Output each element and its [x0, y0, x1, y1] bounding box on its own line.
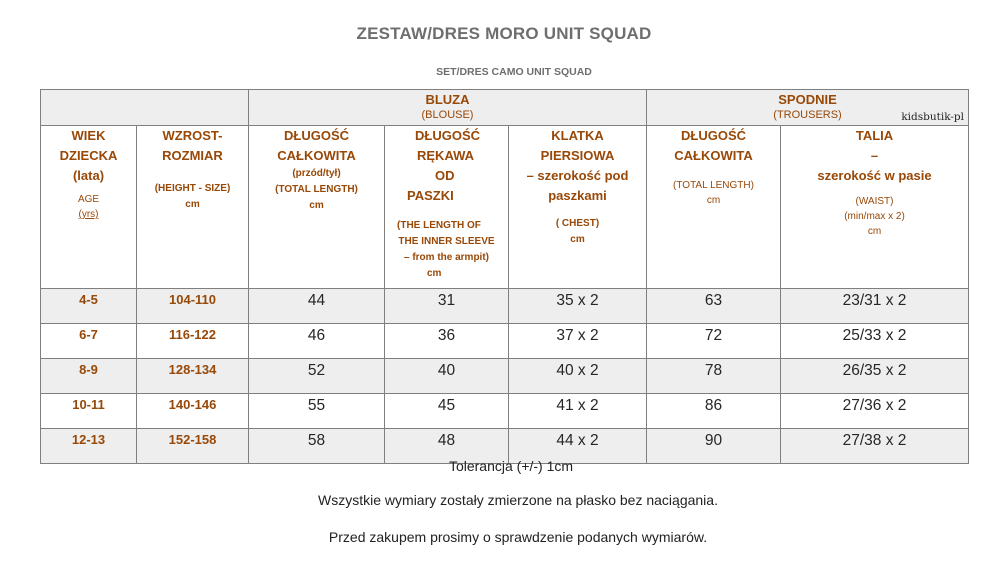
- header-blouse-length-en: (TOTAL LENGTH): [275, 184, 358, 195]
- header-age-l1: WIEK: [71, 128, 106, 143]
- cell-size: 104-110: [137, 289, 249, 324]
- cell-trousers-length: 63: [647, 289, 781, 324]
- table-row: [41, 289, 969, 324]
- cell-age: 10-11: [41, 394, 137, 429]
- header-chest-l4: paszkami: [548, 188, 607, 203]
- column-header-row: [41, 126, 969, 289]
- header-height-l1: WZROST-: [162, 128, 223, 143]
- header-chest-unit: cm: [570, 234, 585, 245]
- cell-chest: 40 x 2: [509, 359, 647, 394]
- group-blank-cell: [41, 90, 249, 126]
- header-sleeve-en3: – from the armpit): [403, 252, 489, 263]
- cell-age: 12-13: [41, 429, 137, 464]
- header-height-unit: cm: [185, 199, 200, 210]
- cell-trousers-length: 78: [647, 359, 781, 394]
- cell-sleeve: 31: [385, 289, 509, 324]
- header-height-en: (HEIGHT - SIZE): [154, 183, 231, 194]
- measurement-note: Wszystkie wymiary zostały zmierzone na płasko bez naciągania.: [318, 492, 718, 508]
- header-waist-unit: cm: [867, 226, 882, 237]
- header-chest-l2: PIERSIOWA: [540, 148, 615, 163]
- cell-sleeve: 36: [385, 324, 509, 359]
- header-trousers-length-l1: DŁUGOŚĆ: [681, 128, 746, 143]
- cell-waist: 27/38 x 2: [781, 429, 969, 464]
- header-blouse-length-note: (przód/tył): [292, 168, 341, 179]
- cell-chest: 37 x 2: [509, 324, 647, 359]
- header-height: [137, 126, 249, 289]
- cell-blouse-length: 44: [249, 289, 385, 324]
- header-sleeve-en2: THE INNER SLEEVE: [398, 236, 495, 247]
- header-height-l2: ROZMIAR: [162, 148, 223, 163]
- header-age-l2: DZIECKA: [59, 148, 118, 163]
- header-blouse-length-l2: CAŁKOWITA: [277, 148, 356, 163]
- cell-age: 8-9: [41, 359, 137, 394]
- group-spodnie-title: SPODNIE: [778, 92, 837, 107]
- group-bluza-title: BLUZA: [425, 92, 470, 107]
- cell-chest: 35 x 2: [509, 289, 647, 324]
- table-row: [41, 324, 969, 359]
- cell-chest: 41 x 2: [509, 394, 647, 429]
- header-trousers-length: [647, 126, 781, 289]
- check-note: Przed zakupem prosimy o sprawdzenie podanych wymiarów.: [328, 529, 708, 545]
- header-age-unit: (yrs): [78, 209, 99, 220]
- cell-trousers-length: 90: [647, 429, 781, 464]
- size-table: [40, 89, 969, 464]
- cell-blouse-length: 55: [249, 394, 385, 429]
- header-trousers-length-en: (TOTAL LENGTH): [673, 180, 754, 191]
- header-sleeve-unit: cm: [427, 268, 442, 279]
- cell-trousers-length: 86: [647, 394, 781, 429]
- cell-size: 116-122: [137, 324, 249, 359]
- header-age: [41, 126, 137, 289]
- table-row: [41, 359, 969, 394]
- group-header-row: [41, 90, 969, 126]
- header-waist-l3: szerokość w pasie: [817, 168, 932, 183]
- cell-size: 128-134: [137, 359, 249, 394]
- cell-blouse-length: 52: [249, 359, 385, 394]
- header-blouse-length-l1: DŁUGOŚĆ: [284, 128, 349, 143]
- cell-blouse-length: 58: [249, 429, 385, 464]
- page-subtitle: SET/DRES CAMO UNIT SQUAD: [436, 66, 592, 78]
- cell-sleeve: 40: [385, 359, 509, 394]
- header-age-en: AGE: [77, 194, 100, 205]
- header-waist-en: (WAIST): [855, 196, 894, 207]
- header-chest-en: ( CHEST): [555, 218, 600, 229]
- header-waist: [781, 126, 969, 289]
- header-sleeve-l4: PASZKI: [407, 188, 454, 203]
- cell-age: 6-7: [41, 324, 137, 359]
- cell-trousers-length: 72: [647, 324, 781, 359]
- group-spodnie-sub: (TROUSERS): [773, 109, 842, 121]
- page-title: ZESTAW/DRES MORO UNIT SQUAD: [356, 24, 652, 43]
- group-bluza: [249, 90, 647, 126]
- cell-waist: 26/35 x 2: [781, 359, 969, 394]
- cell-age: 4-5: [41, 289, 137, 324]
- header-chest-l1: KLATKA: [551, 128, 604, 143]
- cell-blouse-length: 46: [249, 324, 385, 359]
- cell-sleeve: 45: [385, 394, 509, 429]
- cell-chest: 44 x 2: [509, 429, 647, 464]
- header-sleeve-l3: OD: [435, 168, 455, 183]
- header-trousers-length-l2: CAŁKOWITA: [674, 148, 753, 163]
- group-bluza-sub: (BLOUSE): [421, 109, 474, 121]
- cell-waist: 23/31 x 2: [781, 289, 969, 324]
- group-spodnie: [647, 90, 969, 126]
- table-row: [41, 394, 969, 429]
- header-waist-l1: TALIA: [855, 128, 894, 143]
- cell-sleeve: 48: [385, 429, 509, 464]
- tolerance-note: Tolerancja (+/-) 1cm: [448, 458, 574, 474]
- cell-size: 140-146: [137, 394, 249, 429]
- header-chest-l3: – szerokość pod: [526, 168, 629, 183]
- cell-waist: 25/33 x 2: [781, 324, 969, 359]
- cell-waist: 27/36 x 2: [781, 394, 969, 429]
- header-blouse-length: [249, 126, 385, 289]
- brand-watermark: kidsbutik-pl: [901, 111, 965, 123]
- header-waist-l2: –: [870, 148, 879, 163]
- header-trousers-length-unit: cm: [706, 195, 721, 206]
- header-age-l3: (lata): [72, 168, 105, 183]
- header-sleeve-en1: (THE LENGTH OF: [397, 220, 481, 231]
- header-blouse-length-unit: cm: [309, 200, 324, 211]
- header-sleeve: [385, 126, 509, 289]
- header-chest: [509, 126, 647, 289]
- cell-size: 152-158: [137, 429, 249, 464]
- header-sleeve-l1: DŁUGOŚĆ: [415, 128, 480, 143]
- header-waist-note: (min/max x 2): [844, 211, 905, 222]
- header-sleeve-l2: RĘKAWA: [417, 148, 475, 163]
